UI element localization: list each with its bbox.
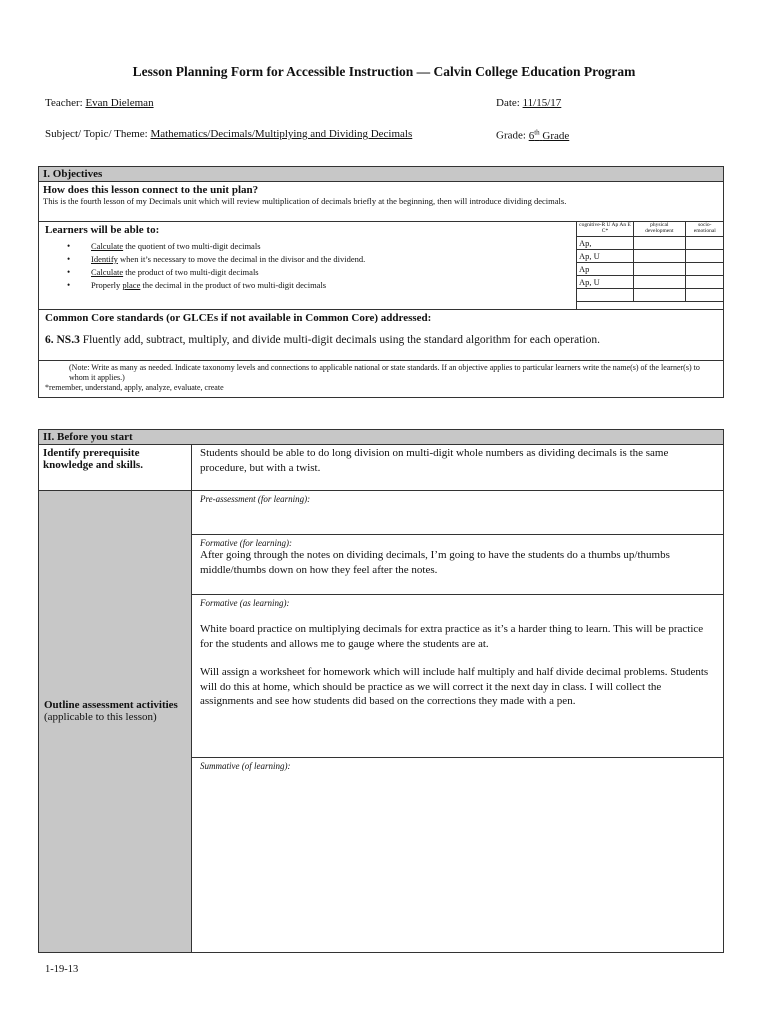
date-value: 11/15/17 <box>522 97 562 109</box>
physical-cell <box>634 263 686 276</box>
pre-assessment-label: Pre-assessment (for learning): <box>200 494 311 504</box>
grade-word: Grade <box>542 129 570 142</box>
socio-cell <box>685 289 724 302</box>
learners-title: Learners will be able to: <box>45 224 160 236</box>
socio-cell <box>685 250 724 263</box>
formative-as-label: Formative (as learning): <box>200 598 290 608</box>
physical-cell <box>634 250 686 263</box>
prereq-text-cell <box>192 445 723 492</box>
unit-connection-question: How does this lesson connect to the unit plan? <box>43 184 259 196</box>
learners-row <box>39 221 723 309</box>
socio-cell <box>685 276 724 289</box>
physical-cell <box>634 237 686 250</box>
cognitive-cell: Ap, U <box>577 250 634 263</box>
objectives-note: (Note: Write as many as needed. Indicate taxonomy levels and connections to applicable national or state standards. If an objective applies to particular learners write the name(s) of the learner(s) to whom it applies.) <box>69 363 700 382</box>
taxonomy-grid <box>576 222 724 309</box>
objectives-list <box>39 240 575 292</box>
standard-text: Fluently add, subtract, multiply, and divide multi-digit decimals using the standard algorithm for each operation. <box>79 334 600 346</box>
socio-emotional-header: socio-emotional <box>685 222 724 237</box>
learners-cell <box>39 222 575 309</box>
list-item <box>39 240 575 253</box>
objective-verb: place <box>122 280 141 290</box>
assessment-label-bold: Outline assessment activities <box>44 699 178 711</box>
socio-cell <box>685 237 724 250</box>
list-item <box>39 253 575 266</box>
before-start-heading: II. Before you start <box>39 430 723 445</box>
formative-as-cell <box>192 595 723 757</box>
list-item <box>39 279 575 292</box>
objective-prefix: Properly <box>91 280 123 290</box>
common-core-title: Common Core standards (or GLCEs if not available in Common Core) addressed: <box>45 312 432 324</box>
objective-verb: Identify <box>91 254 118 264</box>
formative-for-label: Formative (for learning): <box>200 538 292 548</box>
teacher-line <box>45 97 154 109</box>
objective-verb: Calculate <box>91 241 124 251</box>
grade-suffix: th <box>534 128 540 136</box>
teacher-label: Teacher: <box>45 97 83 109</box>
summative-label: Summative (of learning): <box>200 761 291 771</box>
table-row <box>577 289 724 302</box>
objective-text: the decimal in the product of two multi-digit decimals <box>140 280 327 290</box>
prereq-label-cell <box>39 445 192 491</box>
objective-text: the product of two multi-digit decimals <box>123 267 259 277</box>
taxonomy-footnote: *remember, understand, apply, analyze, evaluate, create <box>45 383 224 392</box>
cognitive-header: cognitive-R U Ap An E C* <box>577 222 634 237</box>
formative-for-cell <box>192 535 723 593</box>
teacher-value: Evan Dieleman <box>85 97 154 109</box>
cognitive-cell: Ap, U <box>577 276 634 289</box>
table-row <box>577 237 724 250</box>
note-block <box>39 360 723 398</box>
formative-as-text-1: White board practice on multiplying decimals for extra practice as it’s a harder thing to learn. This will be practice for the students and allows me to gauge where the students are at. <box>200 623 704 650</box>
prereq-label: Identify prerequisite knowledge and skills. <box>43 447 143 471</box>
cognitive-cell: Ap, <box>577 237 634 250</box>
before-you-start-table <box>38 429 724 953</box>
objectives-heading: I. Objectives <box>39 167 723 182</box>
socio-cell <box>685 263 724 276</box>
standard-code: 6. NS.3 <box>45 334 80 346</box>
prereq-text: Students should be able to do long division on multi-digit whole numbers as dividing decimals is the same procedure, but with a twist. <box>200 447 669 474</box>
date-label: Date: <box>496 97 520 109</box>
grade-number: 6 <box>528 129 535 142</box>
subject-label: Subject/ Topic/ Theme: <box>45 128 148 140</box>
table-row <box>577 276 724 289</box>
cognitive-cell <box>577 289 634 302</box>
table-row <box>577 250 724 263</box>
pre-assessment-cell <box>192 491 723 534</box>
objectives-table <box>38 166 724 398</box>
footer-date: 1-19-13 <box>45 964 79 975</box>
grade-line <box>496 128 569 142</box>
assessment-label <box>44 699 187 723</box>
subject-value: Mathematics/Decimals/Multiplying and Dividing Decimals <box>150 128 413 140</box>
common-core-block <box>39 309 723 360</box>
common-core-standard <box>39 324 723 346</box>
date-line <box>496 97 561 109</box>
formative-as-text-2: Will assign a worksheet for homework which will include half multiply and half divide decimal problems. Students will do this at home, which should be practice as we will correct it the next day in class. I will collect the assignments and see how students did based on the corrections they made with a pen. <box>200 666 709 707</box>
physical-cell <box>634 276 686 289</box>
summative-cell <box>192 758 723 952</box>
physical-cell <box>634 289 686 302</box>
cognitive-cell: Ap <box>577 263 634 276</box>
form-title: Lesson Planning Form for Accessible Instruction — Calvin College Education Program <box>132 64 636 79</box>
assessment-label-note: (applicable to this lesson) <box>44 711 157 723</box>
grade-value <box>529 130 570 142</box>
list-item <box>39 266 575 279</box>
objective-text: when it’s necessary to move the decimal in the divisor and the dividend. <box>117 254 366 264</box>
objective-verb: Calculate <box>91 267 124 277</box>
formative-for-text: After going through the notes on dividing decimals, I’m going to have the students do a thumbs up/thumbs middle/thumbs down on how they feel after the notes. <box>200 549 670 576</box>
unit-connection-answer: This is the fourth lesson of my Decimals unit which will review multiplication of decimals briefly at the beginning, then will introduce dividing decimals. <box>43 196 567 206</box>
assessment-label-cell <box>39 491 192 952</box>
physical-header: physical development <box>634 222 686 237</box>
objective-text: the quotient of two multi-digit decimals <box>123 241 261 251</box>
subject-line <box>45 128 412 140</box>
table-row <box>577 263 724 276</box>
grade-label: Grade: <box>496 129 526 142</box>
